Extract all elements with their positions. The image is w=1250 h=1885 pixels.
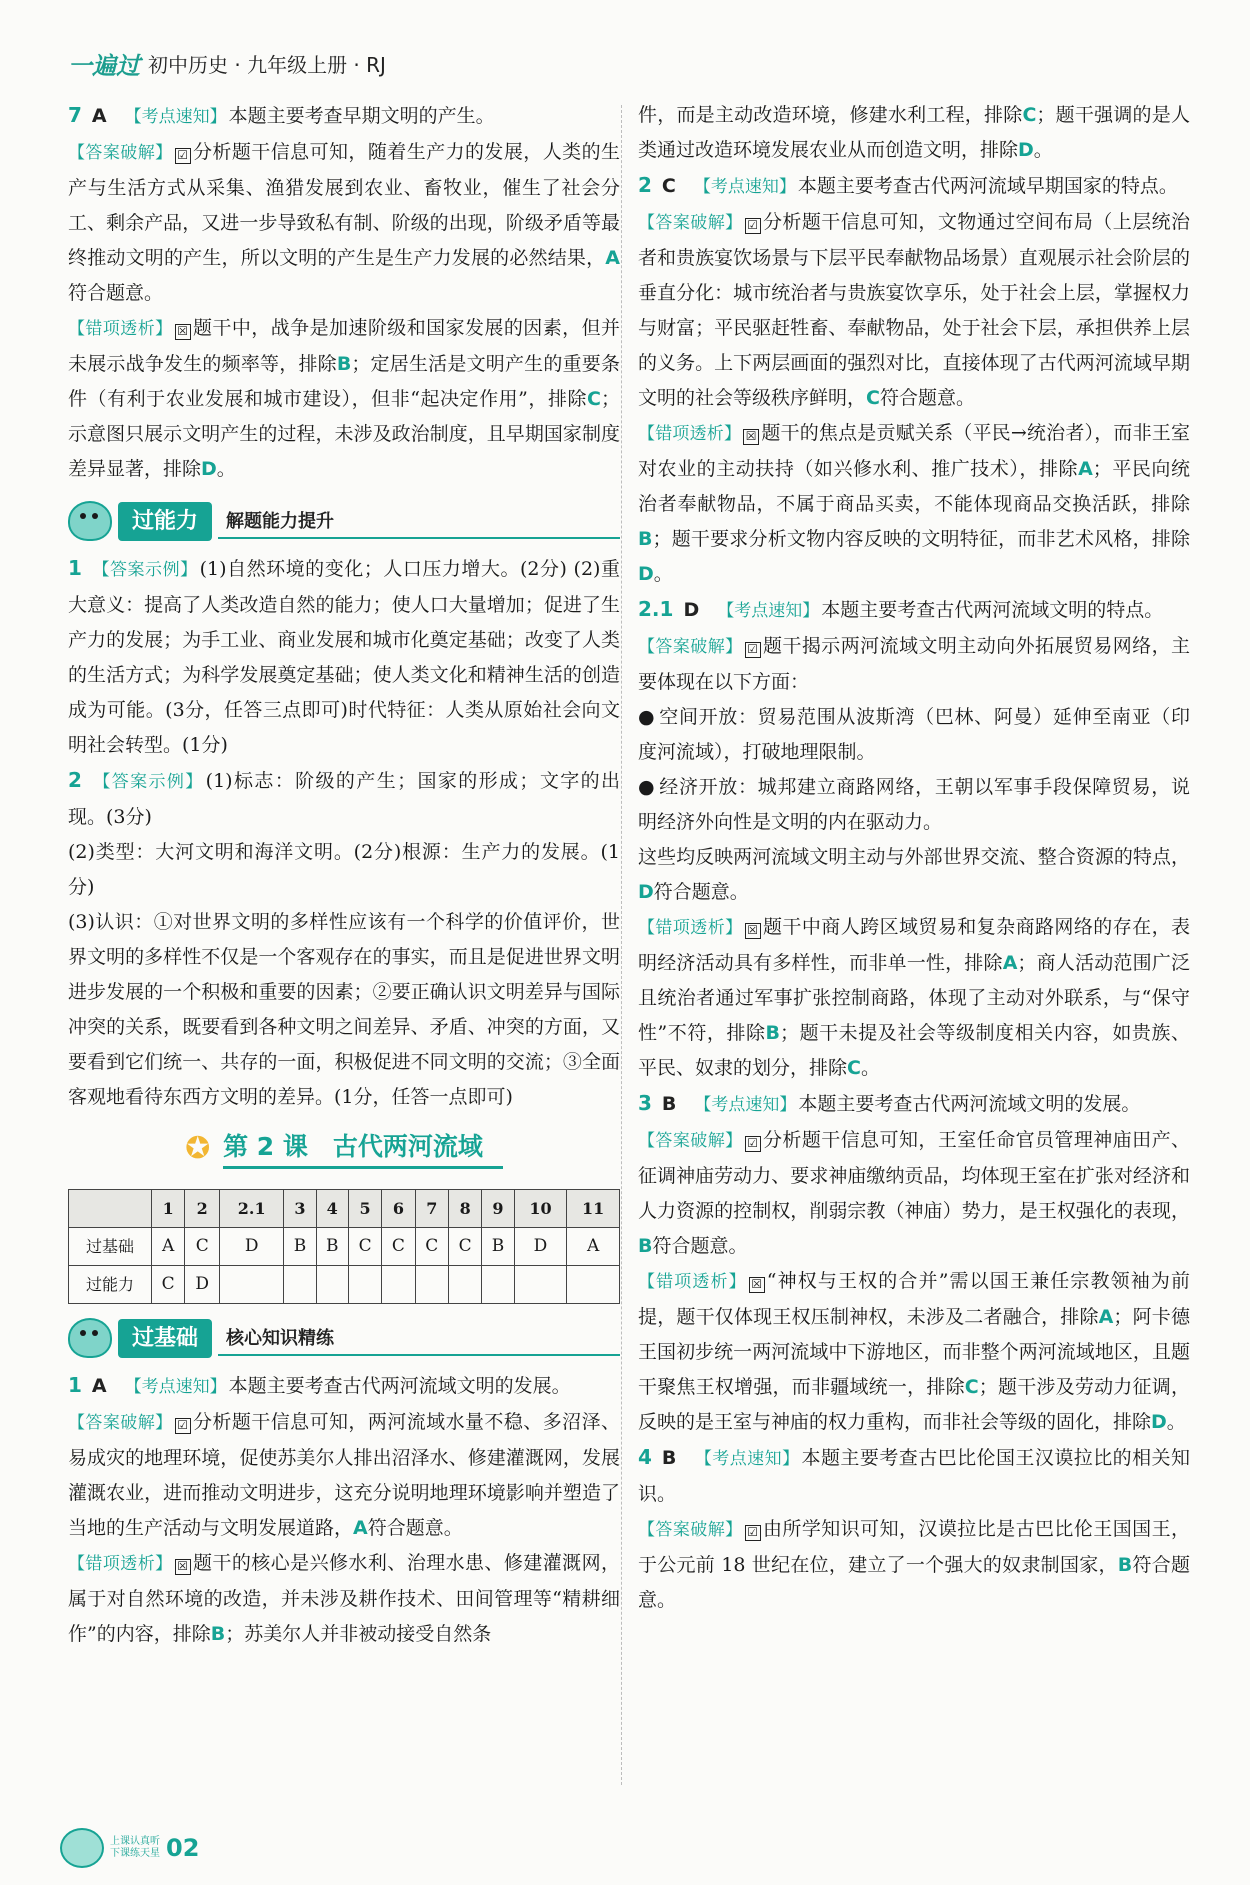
question-3: 3 B 【考点速知】 本题主要考查古代两河流域文明的发展。 bbox=[638, 1091, 1141, 1115]
answer-analysis: 【答案破解】 ☑ 分析题干信息可知，文物通过空间布局（上层统治者和贵族宴饮场景与下层平民奉献物品场景）直观展示社会阶层的垂直分化：城市统治者与贵族宴饮享乐，处于社会上层，掌握权力与财富；平民驱赶牲畜、奉献物品，处于社会下层，承担供养上层的义务。上下两层画面的强烈对比，直接体现了古代两河流域早期文明的社会等级秩序鲜明，C符合题意。 bbox=[638, 211, 1190, 409]
answer-analysis: 【答案破解】 ☑ 题干揭示两河流域文明主动向外拓展贸易网络，主要体现在以下方面： bbox=[638, 635, 1190, 693]
star-icon: ✪ bbox=[185, 1131, 211, 1166]
answer-letter: A bbox=[91, 105, 107, 127]
question-number: 7 bbox=[68, 103, 82, 127]
question-2: 2 C 【考点速知】 本题主要考查古代两河流域早期国家的特点。 bbox=[638, 173, 1178, 197]
left-column bbox=[68, 98, 620, 1652]
section-header-ability bbox=[68, 499, 620, 543]
section-underline bbox=[218, 1354, 620, 1356]
list-item: ● 经济开放：城邦建立商路网络，王朝以军事手段保障贸易，说明经济外向性是文明的内在驱动力。 bbox=[638, 776, 1190, 833]
section-badge: 过基础 bbox=[118, 1319, 212, 1358]
brand-logo: 一遍过 bbox=[68, 52, 140, 80]
list-item: ● 空间开放：贸易范围从波斯湾（巴林、阿曼）延伸至南亚（印度河流域），打破地理限制。 bbox=[638, 706, 1190, 763]
bullet-icon: ● bbox=[638, 706, 656, 728]
lesson-heading: 第 2 课 古代两河流域 bbox=[223, 1129, 503, 1169]
answer-table bbox=[68, 1189, 620, 1304]
wrong-option-analysis: 【错项透析】 ☒ 题干的核心是兴修水利、治理水患、修建灌溉网，属于对自然环境的改造，并未涉及耕作技术、田间管理等“精耕细作”的内容，排除B；苏美尔人并非被动接受自然条 bbox=[68, 1552, 620, 1645]
tag-label: 【答案破解】 bbox=[68, 143, 173, 163]
question-7 bbox=[68, 98, 620, 135]
table-header-row: 1 2 2.1 3 4 5 6 7 8 9 10 11 bbox=[69, 1190, 620, 1228]
wrong-option-analysis: 【错项透析】 ☒ 题干中，战争是加速阶级和国家发展的因素，但并未展示战争发生的频率等，排除B；定居生活是文明产生的重要条件（有利于农业发展和城市建设），但非“起决定作用”，排除C；示意图只展示文明产生的过程，未涉及政治制度，且早期国家制度差异显著，排除D。 bbox=[68, 317, 620, 480]
table-row: 过基础 A C D B B C C C C B D A bbox=[69, 1228, 620, 1266]
table-row: 过能力 C D bbox=[69, 1266, 620, 1304]
check-icon: ☑ bbox=[745, 642, 761, 658]
answer-analysis: 【答案破解】 ☑ 分析题干信息可知，两河流域水量不稳、多沼泽、易成灾的地理环境，促使苏美尔人排出沼泽水、修建灌溉网，发展灌溉农业，进而推动文明进步，这充分说明地理环境影响并塑造了当地的生产活动与文明发展道路，A符合题意。 bbox=[68, 1411, 620, 1539]
wrong-option-analysis: 【错项透析】 ☒ 题干中商人跨区域贸易和复杂商路网络的存在，表明经济活动具有多样性，而非单一性，排除A；商人活动范围广泛且统治者通过军事扩张控制商路，体现了主动对外联系，与“保守性”不符，排除B；题干未提及社会等级制度相关内容，如贵族、平民、奴隶的划分，排除C。 bbox=[638, 916, 1190, 1079]
check-icon: ☑ bbox=[175, 1418, 191, 1434]
page-header bbox=[68, 46, 386, 81]
question-4: 4 B 【考点速知】 本题主要考查古巴比伦国王汉谟拉比的相关知识。 bbox=[638, 1445, 1190, 1505]
answer-analysis: 【答案破解】 ☑ 分析题干信息可知，随着生产力的发展，人类的生产与生活方式从采集、渔猎发展到农业、畜牧业，催生了社会分工、剩余产品，又进一步导致私有制、阶级的出现，阶级矛盾等最终推动文明的产生，所以文明的产生是生产力发展的必然结果，A符合题意。 bbox=[68, 141, 620, 304]
question-2-1: 2.1 D 【考点速知】 本题主要考查古代两河流域文明的特点。 bbox=[638, 597, 1164, 621]
footer-slogan: 上课认真听 下课练天星 bbox=[110, 1836, 160, 1859]
cross-icon: ☒ bbox=[175, 1559, 191, 1575]
tag-label: 【考点速知】 bbox=[124, 107, 227, 127]
section-header-basics bbox=[68, 1316, 620, 1360]
cross-icon: ☒ bbox=[175, 324, 191, 340]
mascot-icon bbox=[60, 1828, 104, 1868]
answer-analysis: 【答案破解】 ☑ 由所学知识可知，汉谟拉比是古巴比伦王国国王，于公元前 18 世纪在位，建立了一个强大的奴隶制国家，B符合题意。 bbox=[638, 1518, 1190, 1611]
mascot-icon bbox=[68, 501, 112, 541]
basics-question-1: 1 A 【考点速知】 本题主要考查古代两河流域文明的发展。 bbox=[68, 1373, 571, 1397]
ability-question-2: 2 【答案示例】 (1)标志：阶级的产生；国家的形成；文字的出现。(3分) bbox=[68, 768, 620, 828]
cross-icon: ☒ bbox=[749, 1277, 765, 1293]
wrong-option-analysis: 【错项透析】 ☒ 题干的焦点是贡赋关系（平民→统治者），而非王室对农业的主动扶持（如兴修水利、推广技术），排除A；平民向统治者奉献物品，不属于商品买卖，不能体现商品交换活跃，排除B；题干要求分析文物内容反映的文明特征，而非艺术风格，排除D。 bbox=[638, 422, 1191, 585]
check-icon: ☑ bbox=[745, 1525, 761, 1541]
ability-question-1: 1 【答案示例】 (1)自然环境的变化；人口压力增大。(2分) (2)重大意义：提高了人类改造自然的能力；使人口大量增加；促进了生产力的发展；为手工业、商业发展和城市化奠定基础；改变了人类的生活方式；为科学发展奠定基础；使人类文化和精神生活的创造成为可能。(3分，任答三点即可)时代特征：人类从原始社会向文明社会转型。(1分) bbox=[68, 556, 620, 756]
cross-icon: ☒ bbox=[743, 429, 759, 445]
check-icon: ☑ bbox=[745, 1136, 761, 1152]
column-divider bbox=[621, 105, 622, 1785]
wrong-option-analysis: 【错项透析】 ☒ “神权与王权的合并”需以国王兼任宗教领袖为前提，题干仅体现王权压制神权，未涉及二者融合，排除A；阿卡德王国初步统一两河流域中下游地区，而非整个两河流域地区，且题干聚焦王权增强，而非疆域统一，排除C；题干涉及劳动力征调，反映的是王室与神庙的权力重构，而非社会等级的固化，排除D。 bbox=[638, 1270, 1190, 1433]
right-column bbox=[638, 98, 1190, 1618]
ability-question-2-part3: (3)认识：①对世界文明的多样性应该有一个科学的价值评价，世界文明的多样性不仅是一个客观存在的事实，而且是促进世界文明进步发展的一个积极和重要的因素；②要正确认识文明差异与国际冲突的关系，既要看到各种文明之间差异、矛盾、冲突的方面，又要看到它们统一、共存的一面，积极促进不同文明的交流；③全面客观地看待东西方文明的差异。(1分，任答一点即可) bbox=[68, 911, 620, 1108]
answer-analysis: 【答案破解】 ☑ 分析题干信息可知，王室任命官员管理神庙田产、征调神庙劳动力、要求神庙缴纳贡品，均体现王室在扩张对经济和人力资源的控制权，削弱宗教（神庙）势力，是王权强化的表现，B符合题意。 bbox=[638, 1129, 1190, 1257]
tag-label: 【错项透析】 bbox=[68, 319, 173, 339]
continued-text: 件，而是主动改造环境，修建水利工程，排除C；题干强调的是人类通过改造环境发展农业从而创造文明，排除D。 bbox=[638, 104, 1190, 161]
page-number: 02 bbox=[166, 1834, 200, 1862]
point-text: 本题主要考查早期文明的产生。 bbox=[228, 105, 495, 127]
section-badge: 过能力 bbox=[118, 502, 212, 541]
book-title: 初中历史 · 九年级上册 · RJ bbox=[148, 53, 386, 77]
ability-question-2-part2: (2)类型：大河文明和海洋文明。(2分)根源：生产力的发展。(1分) bbox=[68, 841, 620, 898]
check-icon: ☑ bbox=[745, 218, 761, 234]
section-subtitle: 核心知识精练 bbox=[226, 1327, 335, 1349]
mascot-icon bbox=[68, 1318, 112, 1358]
section-subtitle: 解题能力提升 bbox=[226, 510, 335, 532]
cross-icon: ☒ bbox=[745, 923, 761, 939]
lesson-title bbox=[68, 1129, 620, 1169]
check-icon: ☑ bbox=[175, 148, 191, 164]
bullet-icon: ● bbox=[638, 776, 656, 798]
conclusion: 这些均反映两河流域文明主动与外部世界交流、整合资源的特点，D符合题意。 bbox=[638, 846, 1190, 903]
section-underline bbox=[218, 537, 620, 539]
page-footer bbox=[60, 1828, 199, 1868]
